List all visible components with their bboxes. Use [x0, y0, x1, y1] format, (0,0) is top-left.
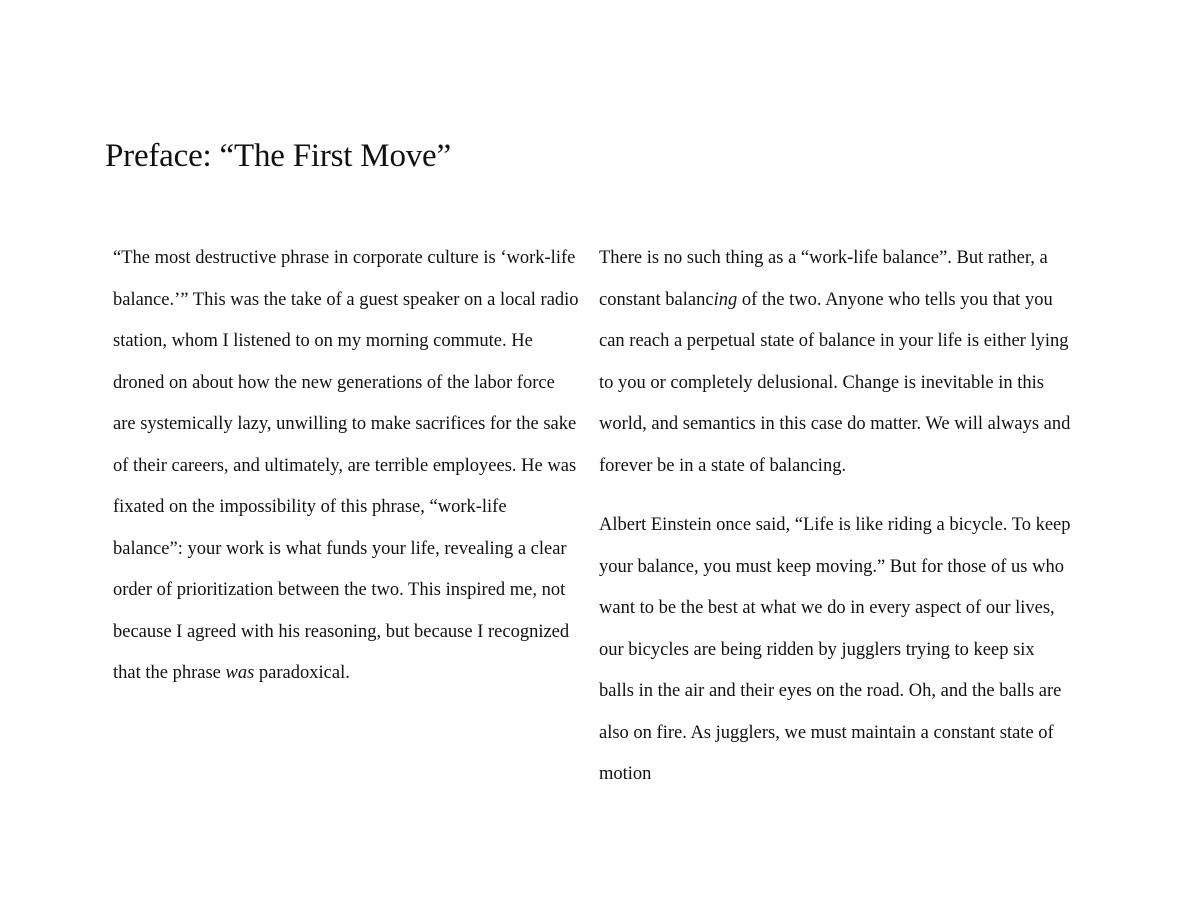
left-paragraph-1-text-end: paradoxical. [254, 663, 350, 683]
left-column [113, 238, 581, 695]
right-paragraph-1-text-end: of the two. Anyone who tells you that you can reach a perpetual state of balance in your life is either lying to you or completely delusional. Change is inevitable in this world, and semantics in this case do matter. We will always and forever be in a state of balancing. [599, 289, 1071, 476]
left-paragraph-1 [113, 238, 581, 695]
right-column [599, 238, 1071, 796]
right-paragraph-2: Albert Einstein once said, “Life is like riding a bicycle. To keep your balance, you must keep moving.” But for those of us who want to be the best at what we do in every aspect of our lives, our bicycles are being ridden by jugglers trying to keep six balls in the air and their eyes on the road. Oh, and the balls are also on fire. As jugglers, we must maintain a constant state of motion [599, 515, 1071, 784]
page-title: Preface: “The First Move” [105, 138, 451, 174]
left-paragraph-1-emphasis: was [225, 663, 255, 683]
right-paragraph-1 [599, 238, 1071, 487]
right-paragraph-1-text-start: There is no such thing as a “work-life balance”. But rather, a constant balanc [599, 248, 1048, 310]
left-paragraph-1-text-start: “The most destructive phrase in corporate culture is ‘work-life balance.’” This was the take of a guest speaker on a local radio station, whom I listened to on my morning commute. He droned on about how the new generations of the labor force are systemically lazy, unwilling to make sacrifices for the sake of their careers, and ultimately, are terrible employees. He was fixated on the impossibility of this phrase, “work-life balance”: your work is what funds your life, revealing a clear order of prioritization between the two. This inspired me, not because I agreed with his reasoning, but because I recognized that the phrase [113, 248, 579, 683]
right-paragraph-1-emphasis: ing [713, 289, 738, 310]
